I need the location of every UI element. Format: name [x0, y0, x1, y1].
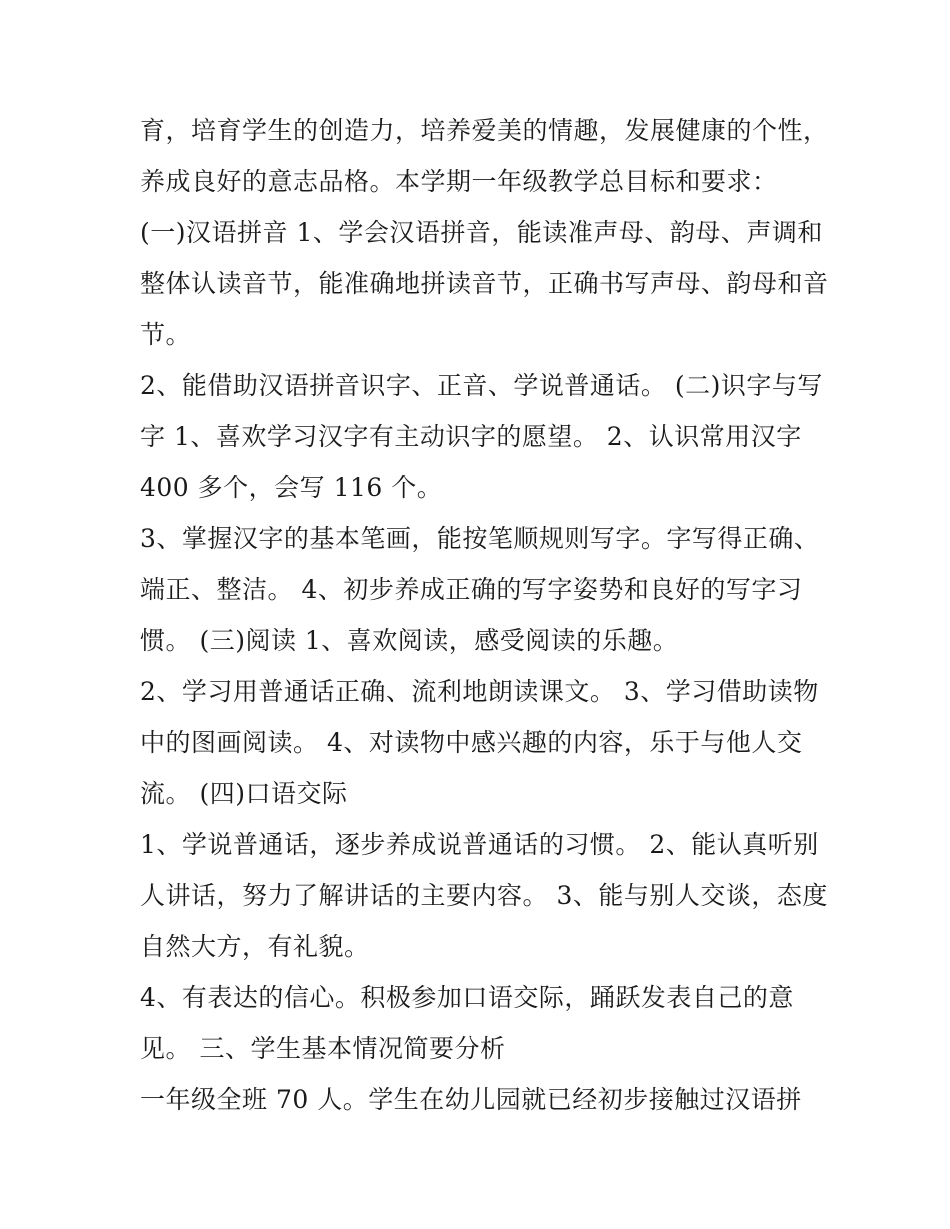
- text-line: 400 多个，会写 116 个。: [140, 473, 443, 502]
- text-line: 1、学说普通话，逐步养成说普通话的习惯。 2、能认真听别: [140, 830, 819, 859]
- text-line: 养成良好的意志品格。本学期一年级教学总目标和要求：: [140, 167, 778, 196]
- text-line: 惯。 (三)阅读 1、喜欢阅读，感受阅读的乐趣。: [140, 626, 679, 655]
- text-line: 节。: [140, 320, 192, 349]
- document-body-text: [140, 105, 840, 1125]
- text-line: 育，培育学生的创造力，培养爱美的情趣，发展健康的个性，: [140, 116, 829, 145]
- text-line: 字 1、喜欢学习汉字有主动识字的愿望。 2、认识常用汉字: [140, 422, 802, 451]
- text-line: 见。 三、学生基本情况简要分析: [140, 1034, 506, 1063]
- text-line: 流。 (四)口语交际: [140, 779, 348, 808]
- text-line: 端正、整洁。 4、初步养成正确的写字姿势和良好的写字习: [140, 575, 803, 604]
- text-line: 3、掌握汉字的基本笔画，能按笔顺规则写字。字写得正确、: [140, 524, 820, 553]
- text-line: (一)汉语拼音 1、学会汉语拼音，能读准声母、韵母、声调和: [140, 218, 823, 247]
- text-line: 2、学习用普通话正确、流利地朗读课文。 3、学习借助读物: [140, 677, 819, 706]
- text-line: 中的图画阅读。 4、对读物中感兴趣的内容，乐于与他人交: [140, 728, 803, 757]
- text-line: 4、有表达的信心。积极参加口语交际，踊跃发表自己的意: [140, 983, 794, 1012]
- text-line: 一年级全班 70 人。学生在幼儿园就已经初步接触过汉语拼: [140, 1085, 802, 1114]
- text-line: 整体认读音节，能准确地拼读音节，正确书写声母、韵母和音: [140, 269, 829, 298]
- text-line: 人讲话，努力了解讲话的主要内容。 3、能与别人交谈，态度: [140, 881, 828, 910]
- text-line: 自然大方，有礼貌。: [140, 932, 370, 961]
- text-line: 2、能借助汉语拼音识字、正音、学说普通话。 (二)识字与写: [140, 371, 823, 400]
